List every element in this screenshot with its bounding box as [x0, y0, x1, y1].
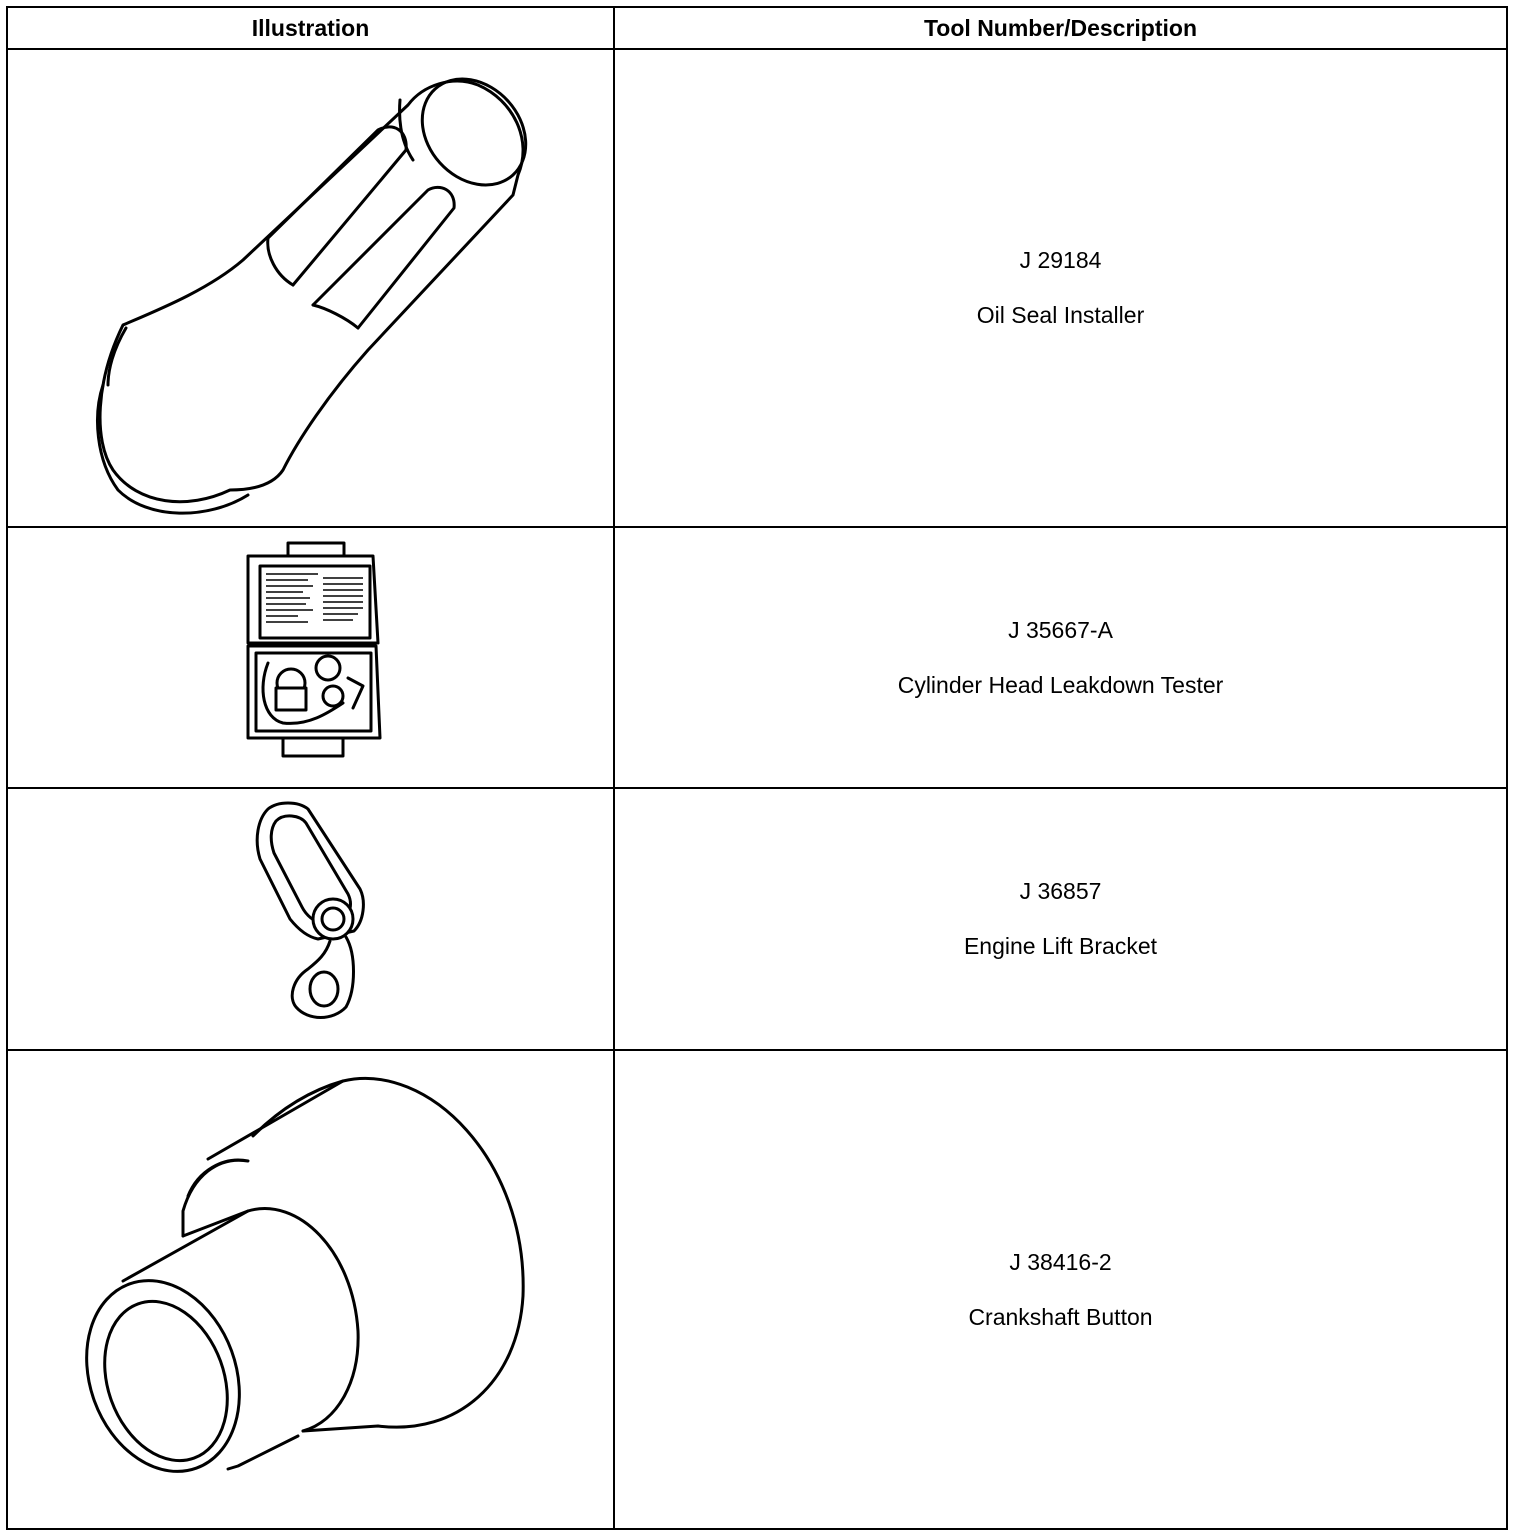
illustration-cell: [7, 527, 614, 788]
header-illustration: Illustration: [7, 7, 614, 49]
leakdown-tester-case-icon: [8, 528, 613, 787]
tool-description: Cylinder Head Leakdown Tester: [897, 671, 1224, 698]
tool-description: Oil Seal Installer: [976, 302, 1145, 328]
tool-description-cell: [614, 1050, 1507, 1529]
illustration-cell: [7, 49, 614, 527]
table-row: [7, 49, 1507, 527]
tool-number: J 36857: [1019, 878, 1102, 904]
tool-description-cell: [614, 527, 1507, 788]
header-tool-number-description: Tool Number/Description: [614, 7, 1507, 49]
table-row: [7, 1050, 1507, 1529]
tool-number: J 35667-A: [1008, 616, 1113, 643]
crankshaft-button-icon: [8, 1051, 613, 1528]
special-tools-table: [6, 6, 1508, 1530]
oil-seal-installer-icon: [8, 50, 613, 526]
engine-lift-bracket-icon: [8, 789, 613, 1049]
tool-number: J 29184: [1019, 247, 1102, 273]
tool-description-cell: [614, 788, 1507, 1050]
tool-description: Engine Lift Bracket: [963, 933, 1158, 959]
tool-description-cell: [614, 49, 1507, 527]
table-row: [7, 527, 1507, 788]
illustration-cell: [7, 788, 614, 1050]
table-row: [7, 788, 1507, 1050]
header-row: [7, 7, 1507, 49]
tool-description: Crankshaft Button: [968, 1303, 1153, 1330]
tool-number: J 38416-2: [1009, 1248, 1112, 1275]
illustration-cell: [7, 1050, 614, 1529]
